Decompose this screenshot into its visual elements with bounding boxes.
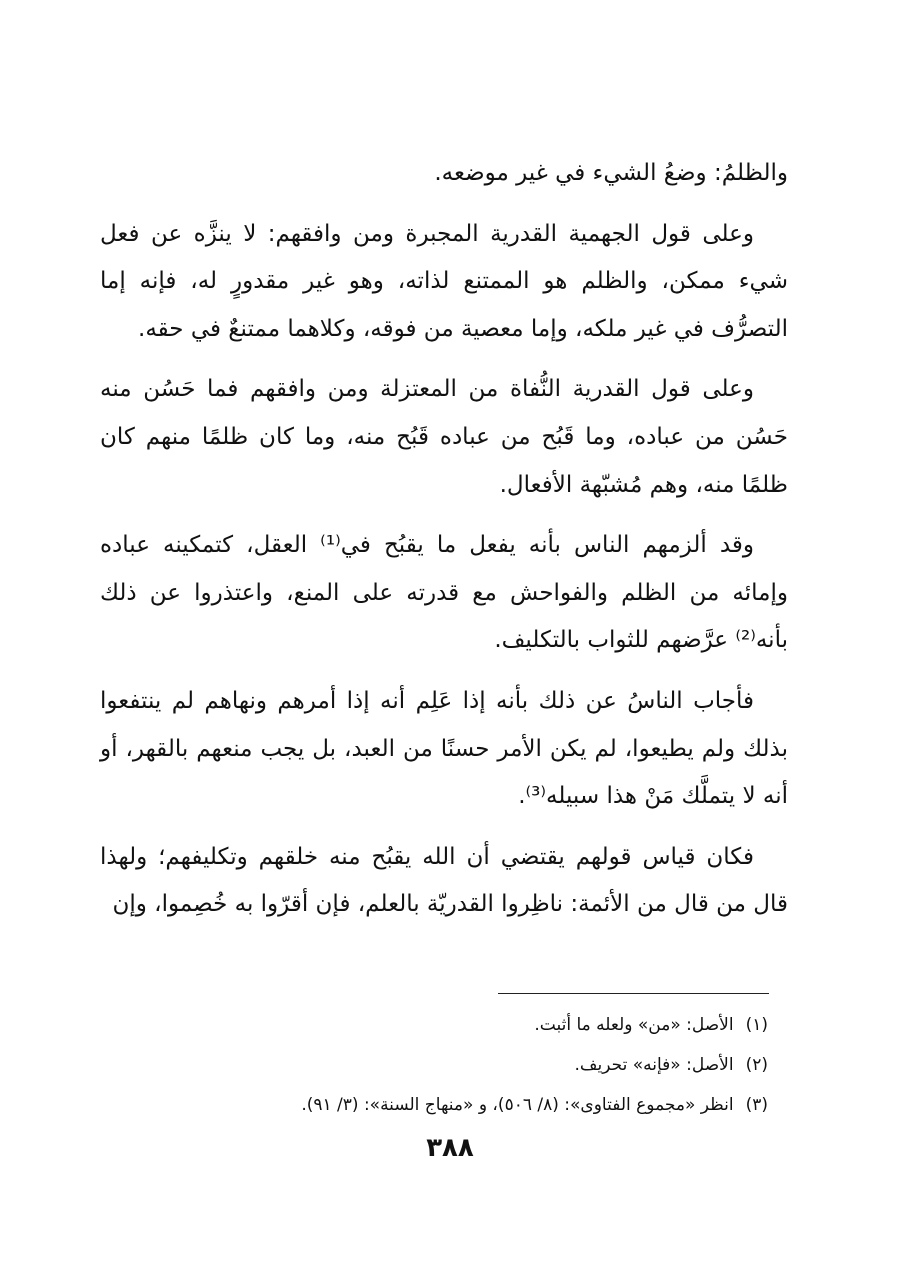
- footnotes: [180, 1005, 768, 1125]
- paragraph-3: وعلى قول القدرية النُّفاة من المعتزلة ومن وافقهم فما حَسُن منه حَسُن من عباده، وما قَبُح من عباده قَبُح منه، وما كان ظلمًا منهم كان ظلمًا منه، وهم مُشبّهة الأفعال.: [100, 376, 788, 498]
- paragraph-5: فأجاب الناسُ عن ذلك بأنه إذا عَلِم أنه إذا أمرهم ونهاهم لم ينتفعوا بذلك ولم يطيعوا، لم يكن الأمر حسنًا من العبد، بل يجب منعهم بالقهر، أو أنه لا يتملَّك مَنْ هذا سبيله⁽³⁾.: [100, 687, 788, 810]
- footnote-1: [180, 1005, 768, 1045]
- paragraph-2: وعلى قول الجهمية القدرية المجبرة ومن وافقهم: لا ينزَّه عن فعل شيء ممكن، والظلم هو الممتنع لذاته، وهو غير مقدورٍ له، فإنه إما التصرُّف في غير ملكه، وإما معصية من فوقه، وكلاهما ممتنعٌ في حقه.: [100, 220, 788, 342]
- footnote-2: [180, 1045, 768, 1085]
- footnote-number: (٣): [745, 1095, 768, 1115]
- footnote-divider: [498, 993, 769, 994]
- paragraph-1: والظلمُ: وضعُ الشيء في غير موضعه.: [434, 160, 788, 186]
- paragraph-6: فكان قياس قولهم يقتضي أن الله يقبُح منه خلقهم وتكليفهم؛ ولهذا قال من قال من الأئمة: ناظِروا القدريّة بالعلم، فإن أقرّوا به خُصِموا، وإن: [100, 843, 788, 918]
- footnote-3: [180, 1085, 768, 1125]
- paragraph-4: وقد ألزمهم الناس بأنه يفعل ما يقبُح في⁽¹⁾ العقل، كتمكينه عباده وإمائه من الظلم والفواحش مع قدرته على المنع، واعتذروا عن ذلك بأنه⁽²⁾ عرَّضهم للثواب بالتكليف.: [100, 532, 788, 654]
- page-number: ٣٨٨: [426, 1133, 474, 1163]
- footnote-number: (١): [745, 1015, 768, 1035]
- footnote-text: الأصل: «فإنه» تحريف.: [574, 1055, 734, 1075]
- footnote-text: انظر «مجموع الفتاوى»: (٨/ ٥٠٦)، و «منهاج السنة»: (٣/ ٩١).: [301, 1095, 734, 1115]
- main-text: [100, 150, 788, 942]
- footnote-number: (٢): [745, 1055, 768, 1075]
- footnote-text: الأصل: «من» ولعله ما أثبت.: [534, 1015, 734, 1035]
